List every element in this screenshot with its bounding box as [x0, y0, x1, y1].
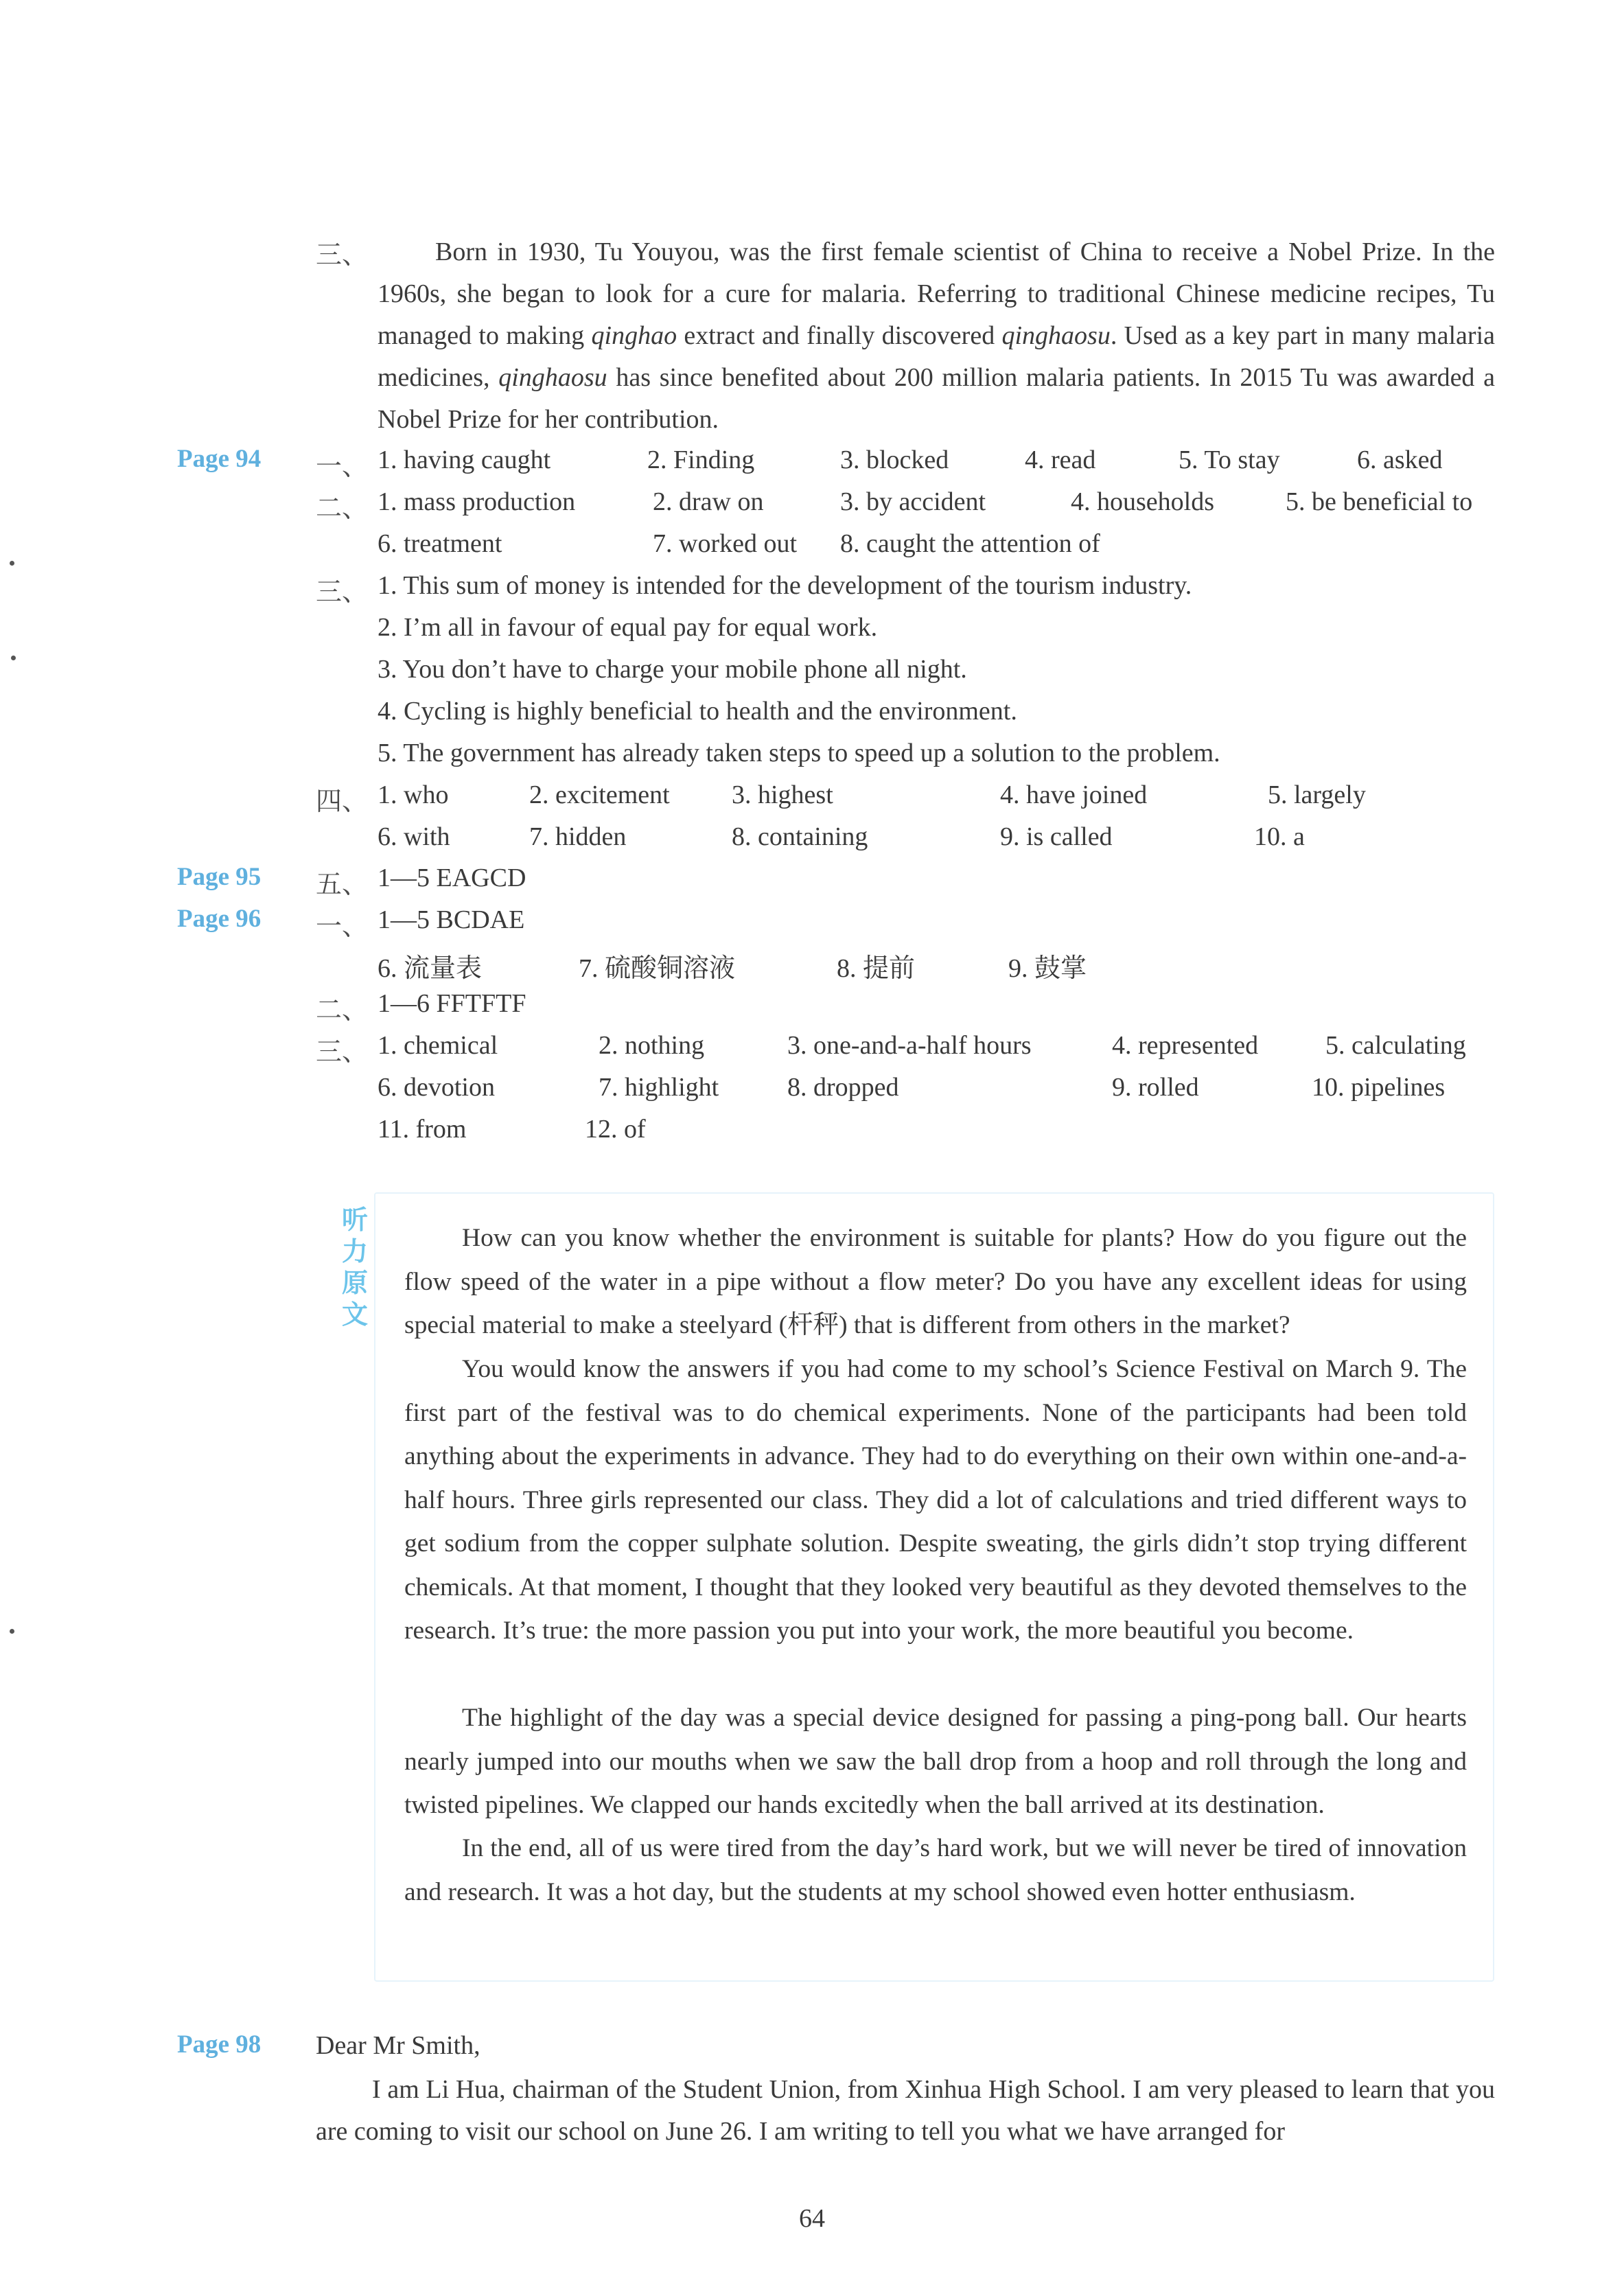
- answer-item: 6. treatment: [378, 529, 502, 558]
- intro-emphasis: qinghaosu: [498, 363, 607, 392]
- listening-label-char: 文: [341, 1299, 368, 1330]
- margin-dot: [11, 656, 16, 660]
- answer-sentence: 3. You don’t have to charge your mobile phone all night.: [378, 655, 967, 684]
- answer-item: 1—6 FFTFTF: [378, 989, 526, 1018]
- margin-dot: [10, 561, 14, 566]
- answer-item: 6. asked: [1357, 445, 1443, 474]
- answer-item: 10. pipelines: [1312, 1073, 1446, 1102]
- answer-item: 8. containing: [732, 822, 868, 851]
- intro-text: has since benefited about 200 million malaria patients. In 2015 Tu was awarded a Nobel Prize for her contribution.: [378, 363, 1496, 434]
- page-label-98: Page 98: [177, 2030, 262, 2059]
- answer-item: 2. Finding: [647, 445, 755, 474]
- answer-item: 2. draw on: [653, 487, 764, 516]
- answer-item: 7. worked out: [653, 529, 798, 558]
- intro-emphasis: qinghaosu: [1001, 321, 1111, 350]
- section-marker: 三、: [316, 241, 369, 270]
- answer-item: 5. largely: [1268, 780, 1366, 809]
- answer-item: 7. 硫酸铜溶液: [579, 954, 736, 983]
- page-label-96: Page 96: [177, 905, 262, 933]
- answer-item: 8. dropped: [787, 1073, 899, 1102]
- page-label-94: Page 94: [177, 445, 262, 473]
- section-marker: 五、: [316, 870, 369, 899]
- transcript-paragraph: You would know the answers if you had come to my school’s Science Festival on March 9. The first part of the festival was to do chemical experiments. None of the participants had been told anything about the experiments in advance. They had to do everything on their own within one-and-a-half hours. Three girls represented our class. They did a lot of calculations and tried different ways to get sodium from the copper sulphate solution. Despite sweating, the girls didn’t stop trying different chemicals. At that moment, I thought that they looked very beautiful as they devoted themselves to the research. It’s true: the more passion you put into your work, the more beautiful you become.: [404, 1355, 1467, 1645]
- answer-item: 4. represented: [1112, 1031, 1259, 1060]
- answer-item: 1—5 EAGCD: [378, 864, 526, 892]
- answer-item: 3. highest: [732, 780, 833, 809]
- page-label-95: Page 95: [177, 863, 262, 891]
- transcript-paragraph: The highlight of the day was a special device designed for passing a ping-pong ball. Our hearts nearly jumped into our mouths when we saw the ball drop from a hoop and roll through the long and twisted pipelines. We clapped our hands excitedly when the ball arrived at its destination.: [404, 1704, 1467, 1819]
- answer-item: 1. who: [378, 780, 449, 809]
- answer-sentence: 4. Cycling is highly beneficial to health and the environment.: [378, 697, 1017, 726]
- intro-text: extract and finally discovered: [677, 321, 1002, 350]
- answer-item: 3. by accident: [840, 487, 986, 516]
- answer-sentence: 5. The government has already taken steps to speed up a solution to the problem.: [378, 739, 1220, 767]
- section-marker: 三、: [316, 1038, 369, 1067]
- listening-label-char: 力: [341, 1236, 368, 1266]
- answer-item: 9. rolled: [1112, 1073, 1199, 1102]
- section-marker: 一、: [316, 452, 369, 481]
- answer-item: 9. 鼓掌: [1008, 954, 1087, 983]
- answer-item: 1. chemical: [378, 1031, 498, 1060]
- section-marker: 一、: [316, 912, 369, 941]
- answer-item: 1. mass production: [378, 487, 576, 516]
- transcript-paragraph: In the end, all of us were tired from the day’s hard work, but we will never be tired of innovation and research. It was a hot day, but the students at my school showed even hotter enthusiasm.: [404, 1834, 1467, 1906]
- section-marker: 四、: [316, 787, 369, 816]
- intro-emphasis: qinghao: [591, 321, 677, 350]
- margin-dot: [10, 1629, 14, 1634]
- listening-label: [338, 1204, 372, 1330]
- answer-item: 4. have joined: [1000, 780, 1148, 809]
- answer-item: 8. 提前: [837, 954, 916, 983]
- section-marker: 二、: [316, 996, 369, 1025]
- answer-item: 3. one-and-a-half hours: [787, 1031, 1032, 1060]
- section-marker: 三、: [316, 578, 369, 607]
- answer-item: 7. highlight: [599, 1073, 719, 1102]
- answer-item: 9. is called: [1000, 822, 1113, 851]
- transcript-paragraph: How can you know whether the environment is suitable for plants? How do you figure out the flow speed of the water in a pipe without a flow meter? Do you have any excellent ideas for using special material to make a steelyard (杆秤) that is different from others in the market?: [404, 1224, 1467, 1339]
- answer-item: 10. a: [1254, 822, 1305, 851]
- page-number: 64: [799, 2204, 825, 2233]
- answer-item: 5. calculating: [1325, 1031, 1466, 1060]
- answer-item: 7. hidden: [529, 822, 627, 851]
- answer-item: 12. of: [585, 1115, 646, 1144]
- listening-label-char: 听: [341, 1205, 368, 1235]
- answer-item: 2. excitement: [529, 780, 670, 809]
- letter-salutation: Dear Mr Smith,: [316, 2031, 480, 2060]
- answer-item: 6. with: [378, 822, 450, 851]
- intro-paragraph: [378, 231, 1495, 441]
- intro-text: Born in 1930, Tu Youyou, was the first female scientist of China to receive a Nobel Prize. In the 1960s, she began to look for a cure for malaria. Referring to traditional Chinese medicine recipes, Tu managed to making: [378, 238, 1495, 350]
- listening-label-char: 原: [341, 1268, 368, 1298]
- answer-item: 2. nothing: [599, 1031, 705, 1060]
- answer-item: 1. having caught: [378, 445, 551, 474]
- answer-item: 3. blocked: [840, 445, 949, 474]
- answer-item: 11. from: [378, 1115, 467, 1144]
- section-marker: 二、: [316, 494, 369, 523]
- answer-item: 5. be beneficial to: [1286, 487, 1473, 516]
- answer-item: 8. caught the attention of: [840, 529, 1100, 558]
- answer-item: 5. To stay: [1179, 445, 1280, 474]
- answer-item: 6. 流量表: [378, 954, 483, 983]
- answer-item: 6. devotion: [378, 1073, 495, 1102]
- answer-item: 4. read: [1025, 445, 1096, 474]
- answer-item: 4. households: [1071, 487, 1214, 516]
- answer-item: 1—5 BCDAE: [378, 905, 525, 934]
- answer-sentence: 1. This sum of money is intended for the development of the tourism industry.: [378, 571, 1192, 600]
- intro-text: . Used as a key part in many malaria medicines,: [378, 321, 1495, 392]
- letter-body: I am Li Hua, chairman of the Student Union, from Xinhua High School. I am very pleased to learn that you are coming to visit our school on June 26. I am writing to tell you what we have arranged for: [316, 2075, 1495, 2146]
- answer-sentence: 2. I’m all in favour of equal pay for equal work.: [378, 613, 878, 642]
